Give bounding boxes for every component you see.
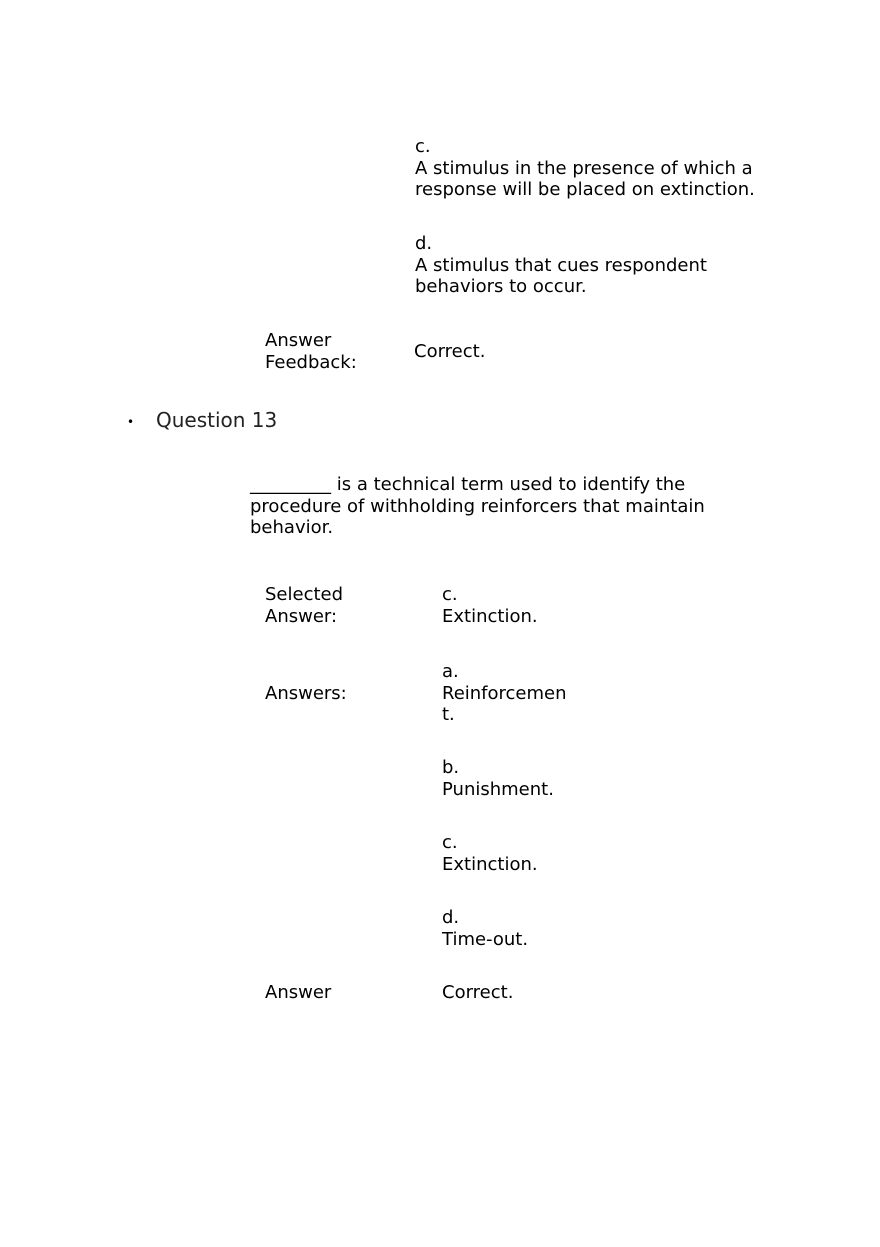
prev-feedback-value: Correct.: [414, 341, 486, 362]
option-letter: d.: [415, 233, 433, 254]
option-letter: c.: [415, 136, 431, 157]
option-letter: c.: [442, 832, 458, 853]
option-text: Time-out.: [442, 928, 529, 950]
option-text: Extinction.: [442, 853, 538, 875]
answer-option-c: [442, 832, 642, 875]
answers-label: Answers:: [265, 683, 347, 704]
selected-answer: [442, 584, 642, 627]
option-text: A stimulus that cues respondent behaviors to occur.: [415, 254, 707, 297]
prev-feedback-label: Answer Feedback:: [265, 330, 357, 373]
question-title: Question 13: [156, 408, 278, 432]
list-bullet: •: [127, 415, 135, 429]
answer-option-b: [442, 757, 642, 800]
feedback-label: Answer: [265, 982, 332, 1003]
option-letter: a.: [442, 661, 459, 682]
selected-answer-label: Selected Answer:: [265, 584, 344, 627]
answer-option-a: [442, 661, 567, 726]
question-prompt: _________ is a technical term used to identify the procedure of withholding reinforcers that maintain behavior.: [250, 474, 705, 538]
option-text: Extinction.: [442, 605, 538, 627]
option-text: A stimulus in the presence of which a response will be placed on extinction.: [415, 157, 755, 200]
prev-option-d: [415, 233, 755, 298]
feedback-value: Correct.: [442, 982, 514, 1003]
option-text: Reinforcement.: [442, 682, 567, 725]
answer-option-d: [442, 907, 642, 950]
option-letter: c.: [442, 584, 458, 605]
option-text: Punishment.: [442, 778, 554, 800]
option-letter: b.: [442, 757, 460, 778]
option-letter: d.: [442, 907, 460, 928]
prev-option-c: [415, 136, 785, 201]
